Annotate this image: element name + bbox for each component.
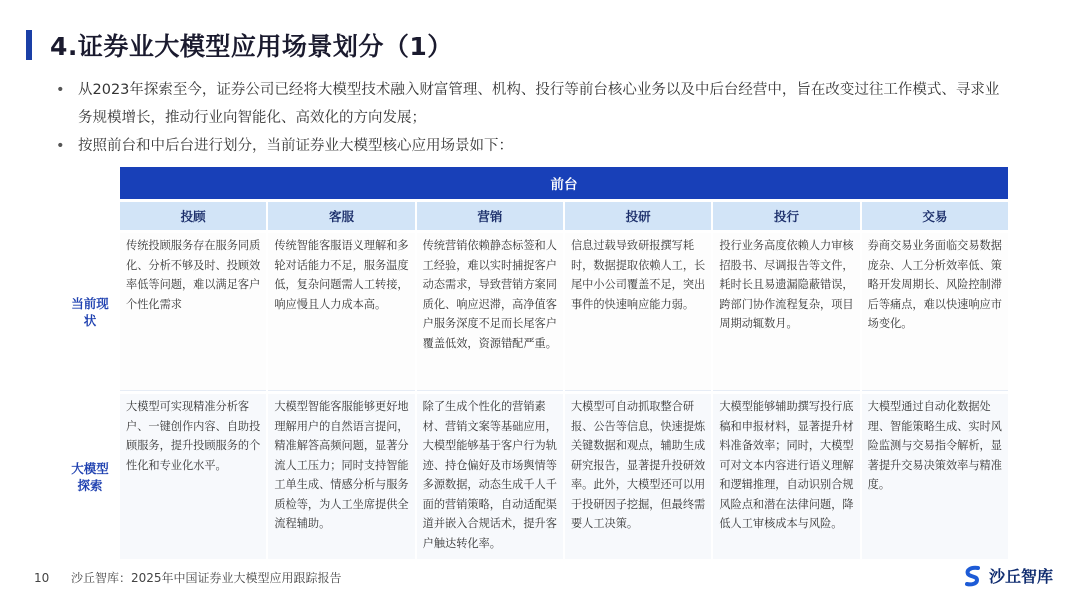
column-header-investment-banking: 投行 xyxy=(713,202,859,230)
table-cell: 券商交易业务面临交易数据庞杂、人工分析效率低、策略开发周期长、风险控制滞后等痛点，难以快速响应市场变化。 xyxy=(862,233,1008,391)
table-cell: 传统智能客服语义理解和多轮对话能力不足，服务温度低，复杂问题需人工转接，响应慢且人力成本高。 xyxy=(268,233,414,391)
row-label-current-status: 当前现状 xyxy=(71,296,109,328)
brand-logo xyxy=(962,564,1053,587)
table-cell: 大模型可自动抓取整合研报、公告等信息，快速提炼关键数据和观点，辅助生成研究报告，显著提升投研效率。此外，大模型还可以用于投研因子挖掘，但最终需要人工决策。 xyxy=(565,394,711,559)
footer xyxy=(34,569,341,586)
column-header-advisory: 投顾 xyxy=(120,202,266,230)
bullet-item: • 从2023年探索至今，证券公司已经将大模型技术融入财富管理、机构、投行等前台核心业务以及中后台经营中，旨在改变过往工作模式、寻求业务规模增长，推动行业向智能化、高效化的方向发展； xyxy=(52,76,1012,132)
column-header-customer-service: 客服 xyxy=(268,202,414,230)
column-header-marketing: 营销 xyxy=(417,202,563,230)
intro-bullets xyxy=(52,76,1012,160)
table-cell: 投行业务高度依赖人力审核招股书、尽调报告等文件，耗时长且易遗漏隐蔽错误，跨部门协作流程复杂，项目周期动辄数月。 xyxy=(713,233,859,391)
bullet-item: • 按照前台和中后台进行划分，当前证券业大模型核心应用场景如下： xyxy=(52,132,1012,160)
column-header-trading: 交易 xyxy=(862,202,1008,230)
page-title: 4.证券业大模型应用场景划分（1） xyxy=(50,32,453,61)
brand-logo-text: 沙丘智库 xyxy=(989,567,1054,586)
footer-source: 沙丘智库：2025年中国证券业大模型应用跟踪报告 xyxy=(70,571,342,585)
scenario-table xyxy=(60,164,1010,562)
column-header-research: 投研 xyxy=(565,202,711,230)
table-cell: 信息过载导致研报撰写耗时，数据提取依赖人工，长尾中小公司覆盖不足，突出事件的快速响应能力弱。 xyxy=(565,233,711,391)
table-cell: 传统营销依赖静态标签和人工经验，难以实时捕捉客户动态需求，导致营销方案同质化、响应迟滞，高净值客户服务深度不足而长尾客户覆盖低效，资源错配严重。 xyxy=(417,233,563,391)
table-cell: 大模型可实现精准分析客户、一键创作内容、自助投顾服务，提升投顾服务的个性化和专业化水平。 xyxy=(120,394,266,559)
table-cell: 大模型智能客服能够更好地理解用户的自然语言提问，精准解答高频问题，显著分流人工压力；同时支持智能工单生成、情感分析与服务质检等，为人工坐席提供全流程辅助。 xyxy=(268,394,414,559)
front-office-header: 前台 xyxy=(120,167,1008,199)
title-accent-bar xyxy=(26,30,32,60)
table-row xyxy=(62,394,1008,559)
table-row xyxy=(62,233,1008,391)
table-cell: 大模型通过自动化数据处理、智能策略生成、实时风险监测与交易指令解析，显著提升交易决策效率与精准度。 xyxy=(862,394,1008,559)
row-label-llm-exploration: 大模型探索 xyxy=(71,460,109,493)
table-cell: 除了生成个性化的营销素材、营销文案等基础应用，大模型能够基于客户行为轨迹、持仓偏好及市场舆情等多源数据，动态生成千人千面的营销策略，自动适配渠道并嵌入合规话术，提升客户触达转化率。 xyxy=(417,394,563,559)
dune-s-logo-icon xyxy=(962,565,984,587)
page-number: 10 xyxy=(34,571,50,585)
table-cell: 大模型能够辅助撰写投行底稿和申报材料，显著提升材料准备效率；同时，大模型可对文本内容进行语义理解和逻辑推理，自动识别合规风险点和潜在法律问题，降低人工审核成本与风险。 xyxy=(713,394,859,559)
table-cell: 传统投顾服务存在服务同质化、分析不够及时、投顾效率低等问题，难以满足客户个性化需求 xyxy=(120,233,266,391)
